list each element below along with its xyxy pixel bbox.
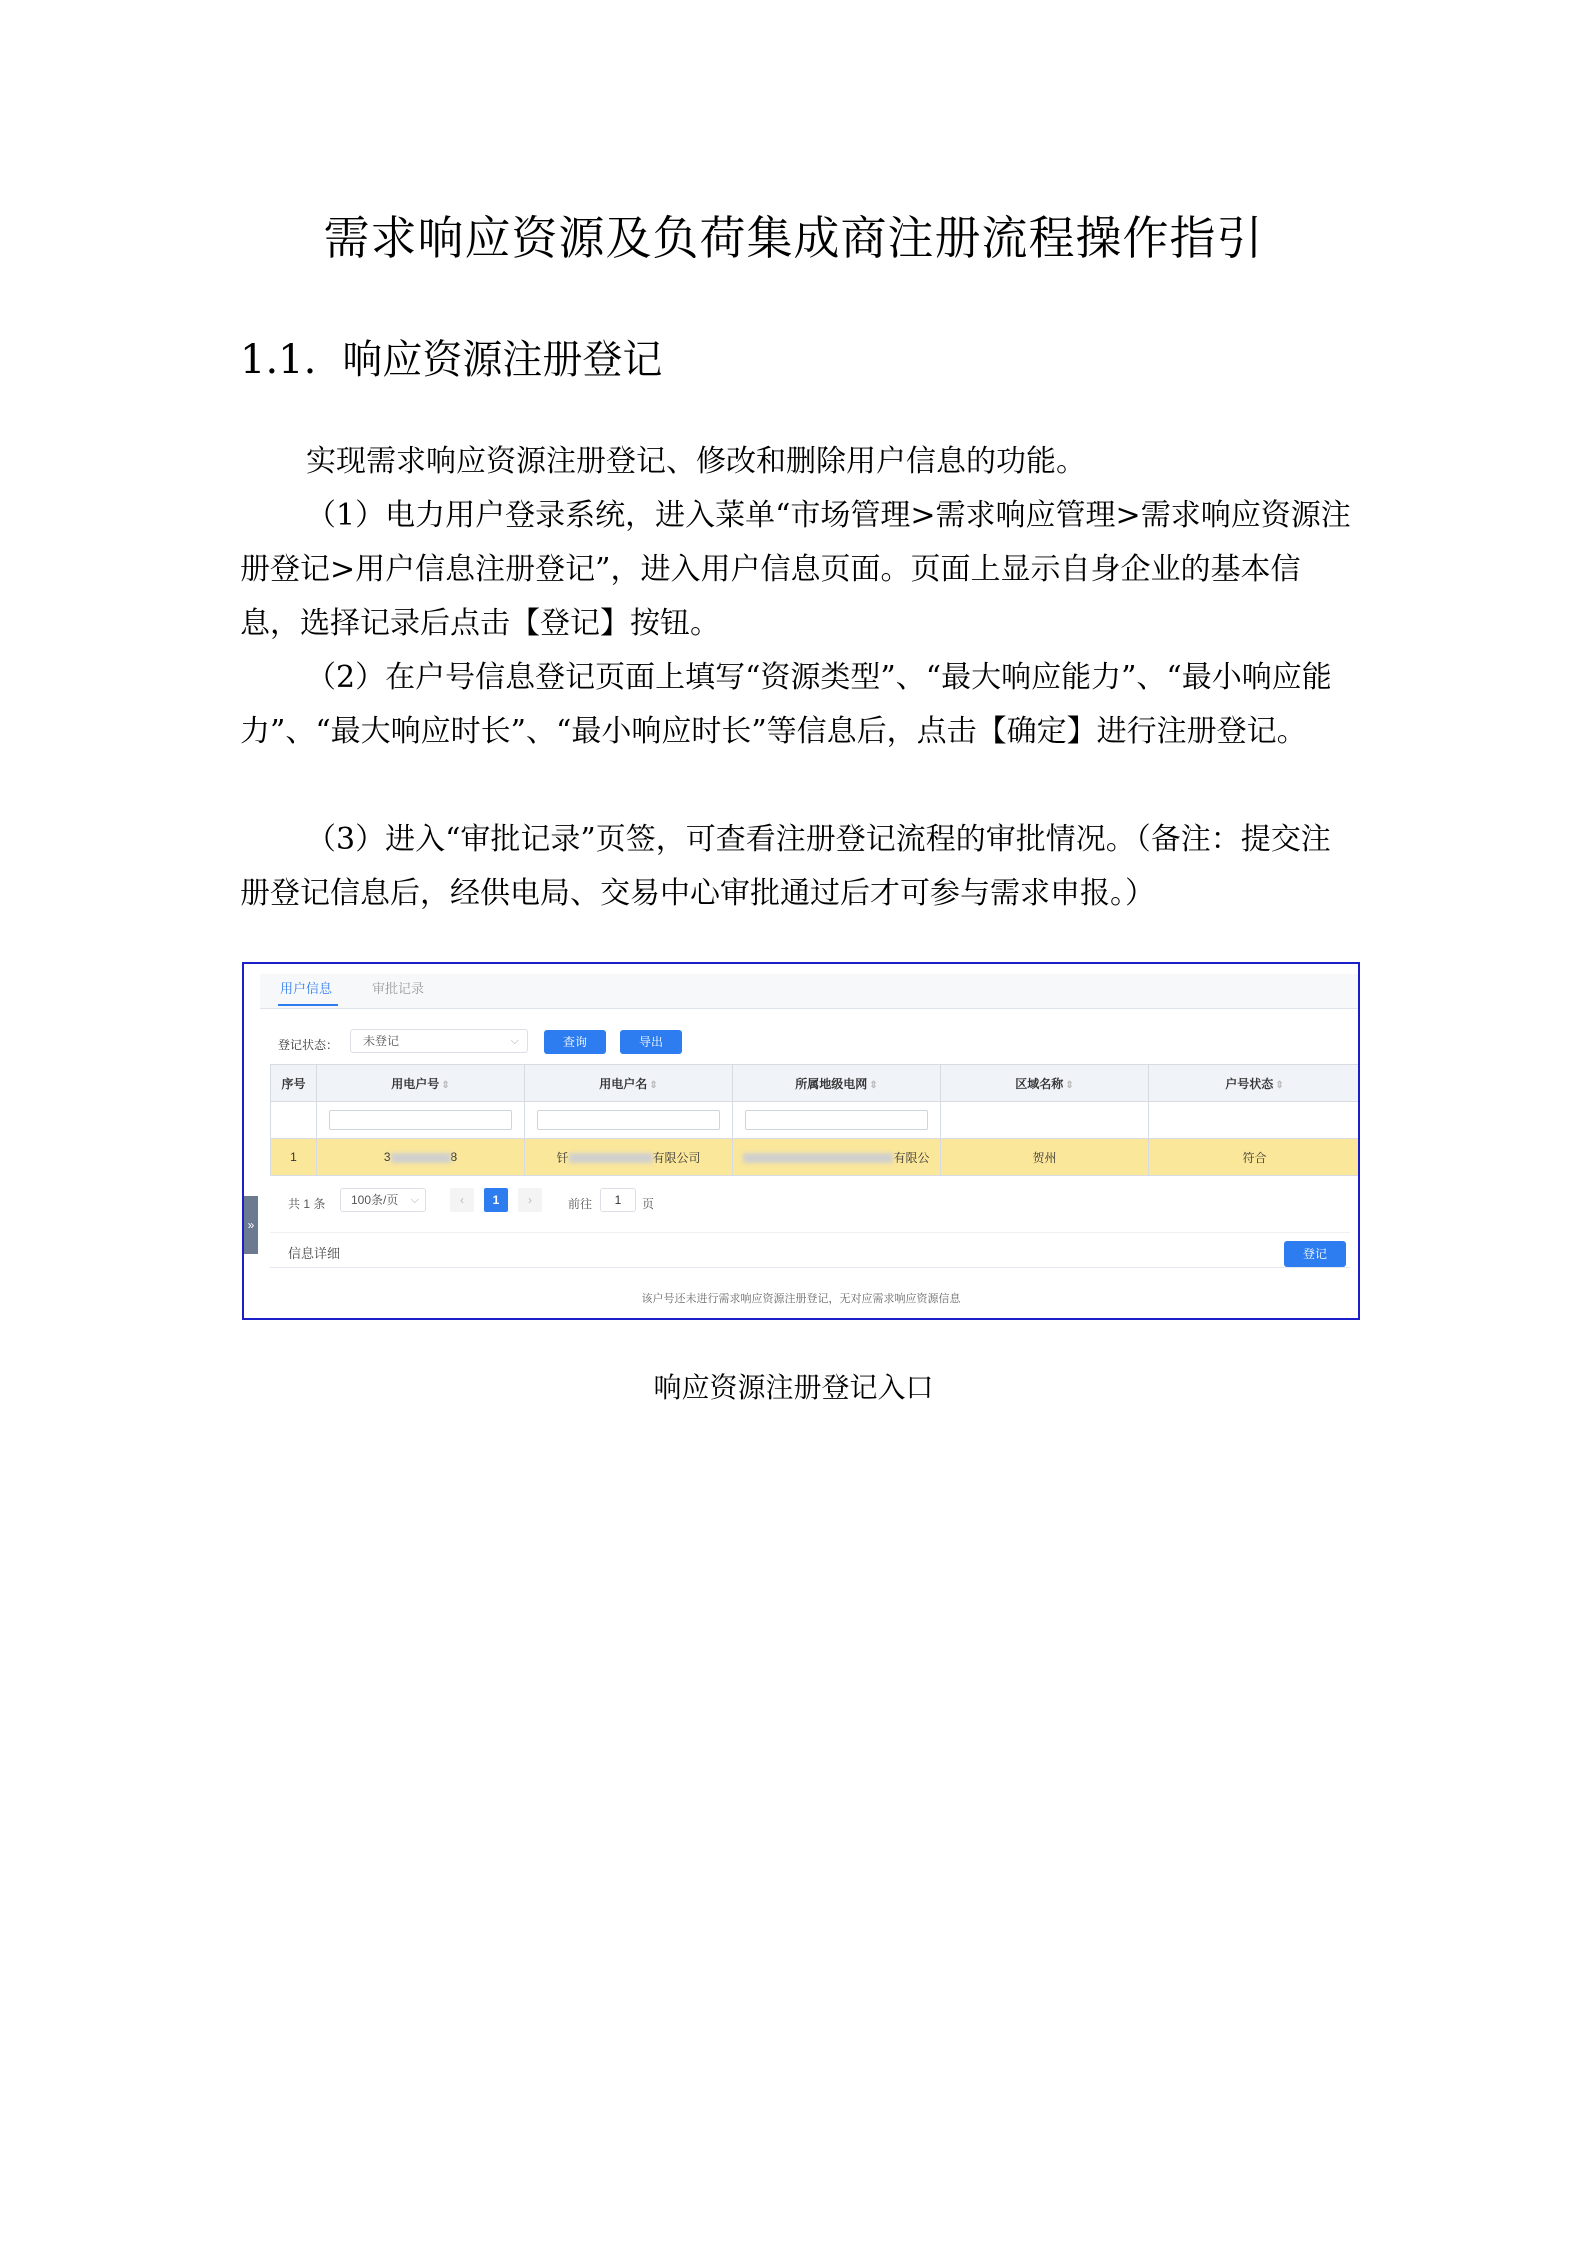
pager-current-page[interactable]: 1 xyxy=(484,1188,508,1212)
sort-icon[interactable]: ⇕ xyxy=(1275,1079,1284,1091)
paragraph-text: （3）进入“审批记录”页签，可查看注册登记流程的审批情况。（备注：提交注册登记信息后，经供电局、交易中心审批通过后才可参与需求申报。） xyxy=(240,822,1331,911)
column-header-region[interactable]: 区域名称 ⇕ xyxy=(941,1065,1149,1102)
sort-icon[interactable]: ⇕ xyxy=(1065,1079,1074,1091)
section-title: 响应资源注册登记 xyxy=(342,337,663,383)
cell-region: 贺州 xyxy=(941,1139,1149,1176)
status-select[interactable] xyxy=(350,1029,528,1053)
pager-total: 共 1 条 xyxy=(288,1197,326,1211)
chevron-down-icon: ⌵ xyxy=(410,1194,419,1206)
query-button[interactable]: 查询 xyxy=(544,1030,606,1054)
column-header-account[interactable]: 用电户号 ⇕ xyxy=(317,1065,525,1102)
sort-icon[interactable]: ⇕ xyxy=(649,1079,658,1091)
paragraph-text: 实现需求响应资源注册登记、修改和删除用户信息的功能。 xyxy=(306,444,1086,479)
account-filter-input[interactable] xyxy=(329,1110,511,1130)
figure-caption: 响应资源注册登记入口 xyxy=(653,1371,934,1404)
cell-name: 钎 有限公司 xyxy=(525,1139,733,1176)
pager-goto-label: 前往 xyxy=(568,1197,593,1211)
cell-index: 1 xyxy=(271,1139,317,1176)
column-header-grid[interactable]: 所属地级电网 ⇕ xyxy=(733,1065,941,1102)
cell-status: 符合 xyxy=(1149,1139,1361,1176)
user-table xyxy=(270,1064,1360,1176)
table-header-row xyxy=(271,1065,1361,1102)
grid-filter-input[interactable] xyxy=(745,1110,927,1130)
tab-approval-records[interactable]: 审批记录 xyxy=(372,981,425,996)
document-title: 需求响应资源及负荷集成商注册流程操作指引 xyxy=(323,211,1264,265)
section-number: 1.1. xyxy=(240,337,317,383)
export-button[interactable]: 导出 xyxy=(620,1030,682,1054)
column-header-index: 序号 xyxy=(271,1065,317,1102)
paragraph-step-2 xyxy=(240,651,1357,759)
name-filter-input[interactable] xyxy=(537,1110,719,1130)
tab-user-info[interactable]: 用户信息 xyxy=(280,981,333,996)
column-header-status[interactable]: 户号状态 ⇕ xyxy=(1149,1065,1361,1102)
embedded-screenshot xyxy=(242,962,1360,1320)
paragraph-step-3 xyxy=(240,813,1357,921)
section-heading xyxy=(240,328,662,385)
empty-message: 该户号还未进行需求响应资源注册登记，无对应需求响应资源信息 xyxy=(641,1293,961,1305)
redacted-text xyxy=(391,1153,451,1163)
column-header-name[interactable]: 用电户名 ⇕ xyxy=(525,1065,733,1102)
sort-icon[interactable]: ⇕ xyxy=(869,1079,878,1091)
status-select-value: 未登记 xyxy=(363,1034,400,1048)
table-filter-row xyxy=(271,1102,1361,1139)
paragraph-step-1 xyxy=(240,489,1357,651)
paragraph-text: （2）在户号信息登记页面上填写“资源类型”、“最大响应能力”、“最小响应能力”、“最大响应时长”、“最小响应时长”等信息后，点击【确定】进行注册登记。 xyxy=(240,660,1332,749)
table-row[interactable] xyxy=(271,1139,1361,1176)
redacted-text xyxy=(743,1153,893,1163)
redacted-text xyxy=(569,1153,653,1163)
cell-grid: 有限公 xyxy=(733,1139,941,1176)
pager-page-unit: 页 xyxy=(642,1197,655,1211)
sidebar-expand-handle[interactable]: » xyxy=(244,1196,258,1254)
cell-account: 3 8 xyxy=(317,1139,525,1176)
pager-goto-input[interactable]: 1 xyxy=(600,1188,636,1212)
pager-next-button[interactable]: › xyxy=(518,1188,542,1212)
page-size-select[interactable]: 100条/页 ⌵ xyxy=(340,1188,426,1212)
tab-bar xyxy=(260,974,1358,1009)
pager-prev-button[interactable]: ‹ xyxy=(450,1188,474,1212)
active-tab-indicator xyxy=(278,1004,338,1006)
paragraph-intro xyxy=(240,435,1357,489)
register-button[interactable]: 登记 xyxy=(1284,1241,1346,1267)
chevron-down-icon: ⌵ xyxy=(510,1035,519,1047)
paragraph-text: （1）电力用户登录系统，进入菜单“市场管理>需求响应管理>需求响应资源注册登记>用户信息注册登记”，进入用户信息页面。页面上显示自身企业的基本信息，选择记录后点击【登记】按钮。 xyxy=(240,498,1351,641)
detail-title: 信息详细 xyxy=(288,1246,341,1261)
detail-section-header xyxy=(270,1232,1350,1268)
sort-icon[interactable]: ⇕ xyxy=(441,1079,450,1091)
filter-label: 登记状态： xyxy=(278,1038,339,1052)
